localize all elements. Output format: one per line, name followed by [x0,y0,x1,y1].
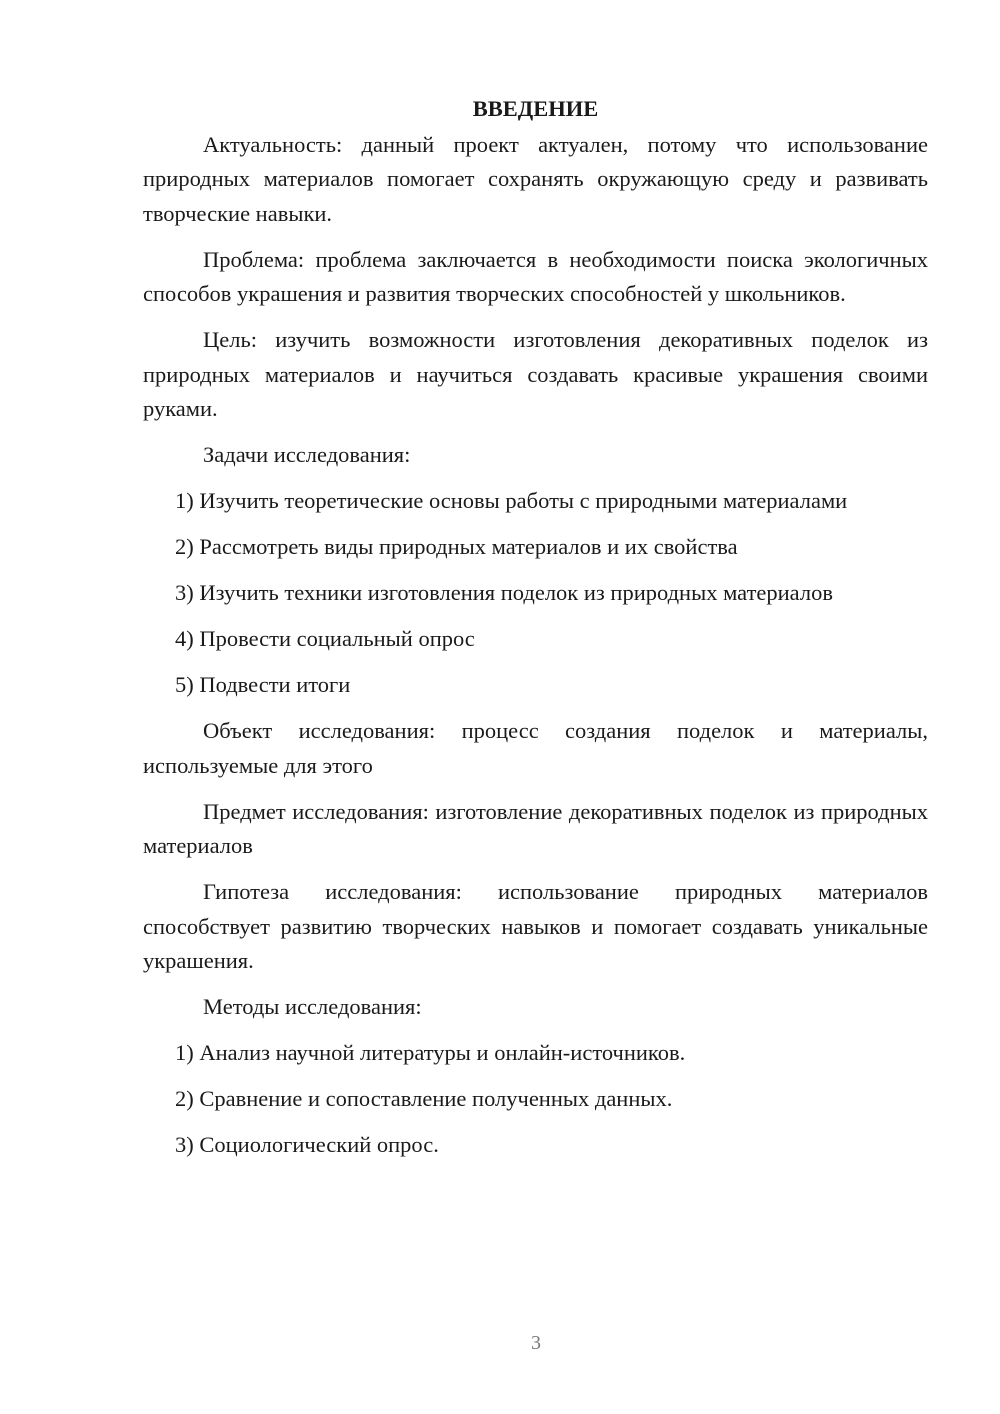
methods-label: Методы исследования: [203,994,422,1019]
list-item: 5) Подвести итоги [175,672,351,697]
list-item: 2) Рассмотреть виды природных материалов и их свойства [175,534,738,559]
list-item: 1) Анализ научной литературы и онлайн-источников. [175,1040,686,1065]
relevance-paragraph: Актуальность: данный проект актуален, потому что использование природных материалов помогает сохранять окружающую среду и развивать творческие навыки. [143,131,928,226]
tasks-label: Задачи исследования: [203,442,411,467]
methods-list [143,1036,928,1163]
list-item: 4) Провести социальный опрос [175,626,475,651]
section-heading: ВВЕДЕНИЕ [472,96,599,121]
goal-paragraph: Цель: изучить возможности изготовления декоративных поделок из природных материалов и научиться создавать красивые украшения своими руками. [143,327,928,421]
list-item: 3) Изучить техники изготовления поделок из природных материалов [175,580,833,605]
problem-paragraph: Проблема: проблема заключается в необходимости поиска экологичных способов украшения и развития творческих способностей у школьников. [143,246,928,306]
list-item: 3) Социологический опрос. [175,1132,439,1157]
list-item: 2) Сравнение и сопоставление полученных данных. [175,1086,673,1111]
tasks-list [143,484,928,703]
object-paragraph: Объект исследования: процесс создания поделок и материалы, используемые для этого [143,718,928,778]
page-number: 3 [531,1332,541,1354]
page-content [143,92,928,1174]
list-item: 1) Изучить теоретические основы работы с природными материалами [175,488,848,513]
subject-paragraph: Предмет исследования: изготовление декоративных поделок из природных материалов [143,798,928,858]
hypothesis-paragraph: Гипотеза исследования: использование природных материалов способствует развитию творческих навыков и помогает создавать уникальные украшения. [143,879,928,973]
